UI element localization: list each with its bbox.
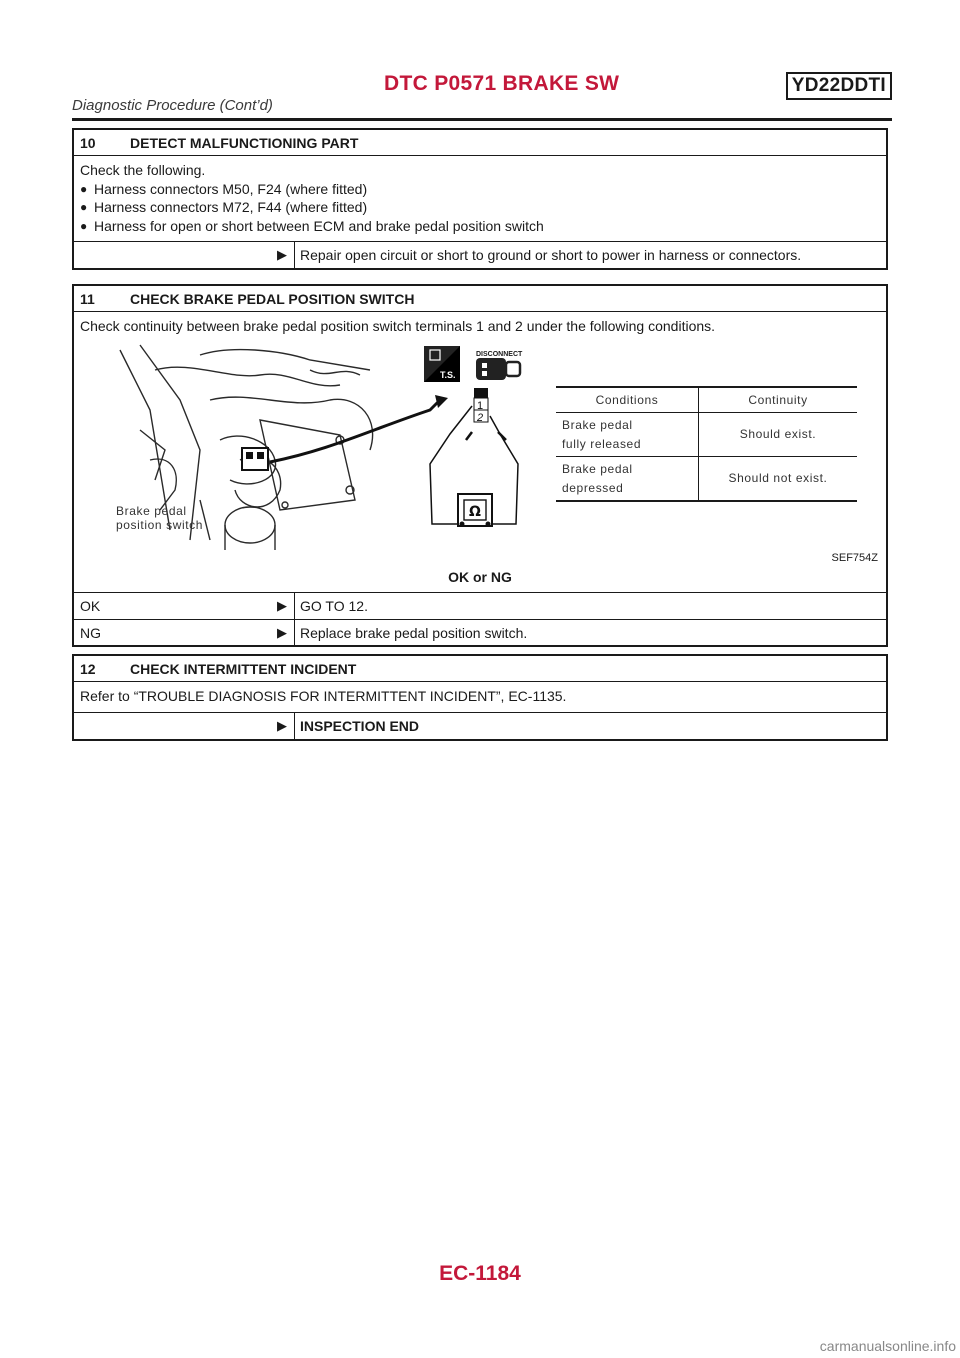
- table-cell: Brake pedal fully released: [556, 413, 699, 457]
- step-number: 10: [80, 134, 96, 151]
- step-title: DETECT MALFUNCTIONING PART: [130, 134, 359, 151]
- step-intro: Check the following.: [80, 162, 206, 178]
- figure-code: SEF754Z: [831, 552, 878, 564]
- result-key: OK: [80, 598, 101, 614]
- terminal-1-label: 1: [477, 399, 484, 412]
- step-body: [74, 682, 886, 713]
- table-header: Continuity: [699, 387, 858, 413]
- result-row: [74, 593, 886, 619]
- result-text: GO TO 12.: [300, 598, 368, 614]
- bullet-icon: ●: [80, 181, 88, 196]
- result-text: Repair open circuit or short to ground or short to power in harness or connectors.: [300, 247, 802, 263]
- result-row: [74, 242, 886, 268]
- header-rule: [72, 118, 892, 121]
- result-key: NG: [80, 624, 101, 641]
- result-key: [74, 242, 270, 268]
- question-label: OK or NG: [448, 568, 512, 585]
- step-number: 11: [80, 290, 95, 307]
- table-row: [556, 413, 857, 457]
- ohm-icon: Ω: [469, 503, 481, 520]
- step-10: [72, 128, 888, 270]
- terminal-2-label: 2: [477, 411, 484, 424]
- step-number: 12: [80, 660, 96, 677]
- table-cell: Brake pedal depressed: [556, 457, 699, 502]
- arrow-right-icon: ▶: [270, 713, 295, 739]
- table-row: [556, 387, 857, 413]
- page-number: EC-1184: [439, 1262, 521, 1285]
- meter-diagram: [420, 344, 560, 534]
- result-row: [74, 619, 886, 645]
- step-11: [72, 284, 888, 647]
- step-header: [74, 130, 886, 156]
- step-header: [74, 286, 886, 312]
- page-subtitle: Diagnostic Procedure (Cont’d): [72, 97, 273, 114]
- conditions-table: [556, 386, 857, 503]
- step-intro: Check continuity between brake pedal position switch terminals 1 and 2 under the following conditions.: [80, 318, 716, 334]
- step-intro: Refer to “TROUBLE DIAGNOSIS FOR INTERMITTENT INCIDENT”, EC-1135.: [80, 688, 567, 704]
- disconnect-label: DISCONNECT: [476, 350, 523, 358]
- step-body: [74, 156, 886, 242]
- figure: [80, 340, 880, 568]
- result-text: Replace brake pedal position switch.: [300, 624, 528, 641]
- table-row: [556, 457, 857, 502]
- result-key: [74, 713, 270, 739]
- page-header: [72, 70, 892, 122]
- list-item: ● Harness for open or short between ECM and brake pedal position switch: [80, 217, 544, 234]
- bullet-icon: ●: [80, 200, 88, 214]
- list-item: ● Harness connectors M72, F44 (where fitted): [80, 199, 368, 215]
- table-cell: Should not exist.: [699, 457, 858, 502]
- arrow-right-icon: ▶: [270, 620, 295, 645]
- step-title: CHECK BRAKE PEDAL POSITION SWITCH: [130, 290, 415, 307]
- list-item: ● Harness connectors M50, F24 (where fitted): [80, 180, 368, 197]
- table-header: Conditions: [556, 387, 699, 413]
- step-body: [74, 312, 886, 593]
- arrow-right-icon: ▶: [270, 242, 295, 268]
- table-cell: Should exist.: [699, 413, 858, 457]
- ts-label: T.S.: [440, 369, 456, 380]
- watermark: carmanualsonline.info: [819, 1338, 956, 1354]
- step-header: [74, 656, 886, 682]
- page-title: DTC P0571 BRAKE SW: [384, 72, 620, 95]
- arrow-right-icon: ▶: [270, 593, 295, 619]
- step-title: CHECK INTERMITTENT INCIDENT: [130, 660, 357, 677]
- engine-badge: YD22DDTI: [786, 72, 892, 100]
- bullet-icon: ●: [80, 218, 88, 233]
- result-row: [74, 713, 886, 739]
- step-12: [72, 654, 888, 741]
- result-text: INSPECTION END: [300, 717, 420, 734]
- callout-label: Brake pedal position switch: [116, 503, 204, 532]
